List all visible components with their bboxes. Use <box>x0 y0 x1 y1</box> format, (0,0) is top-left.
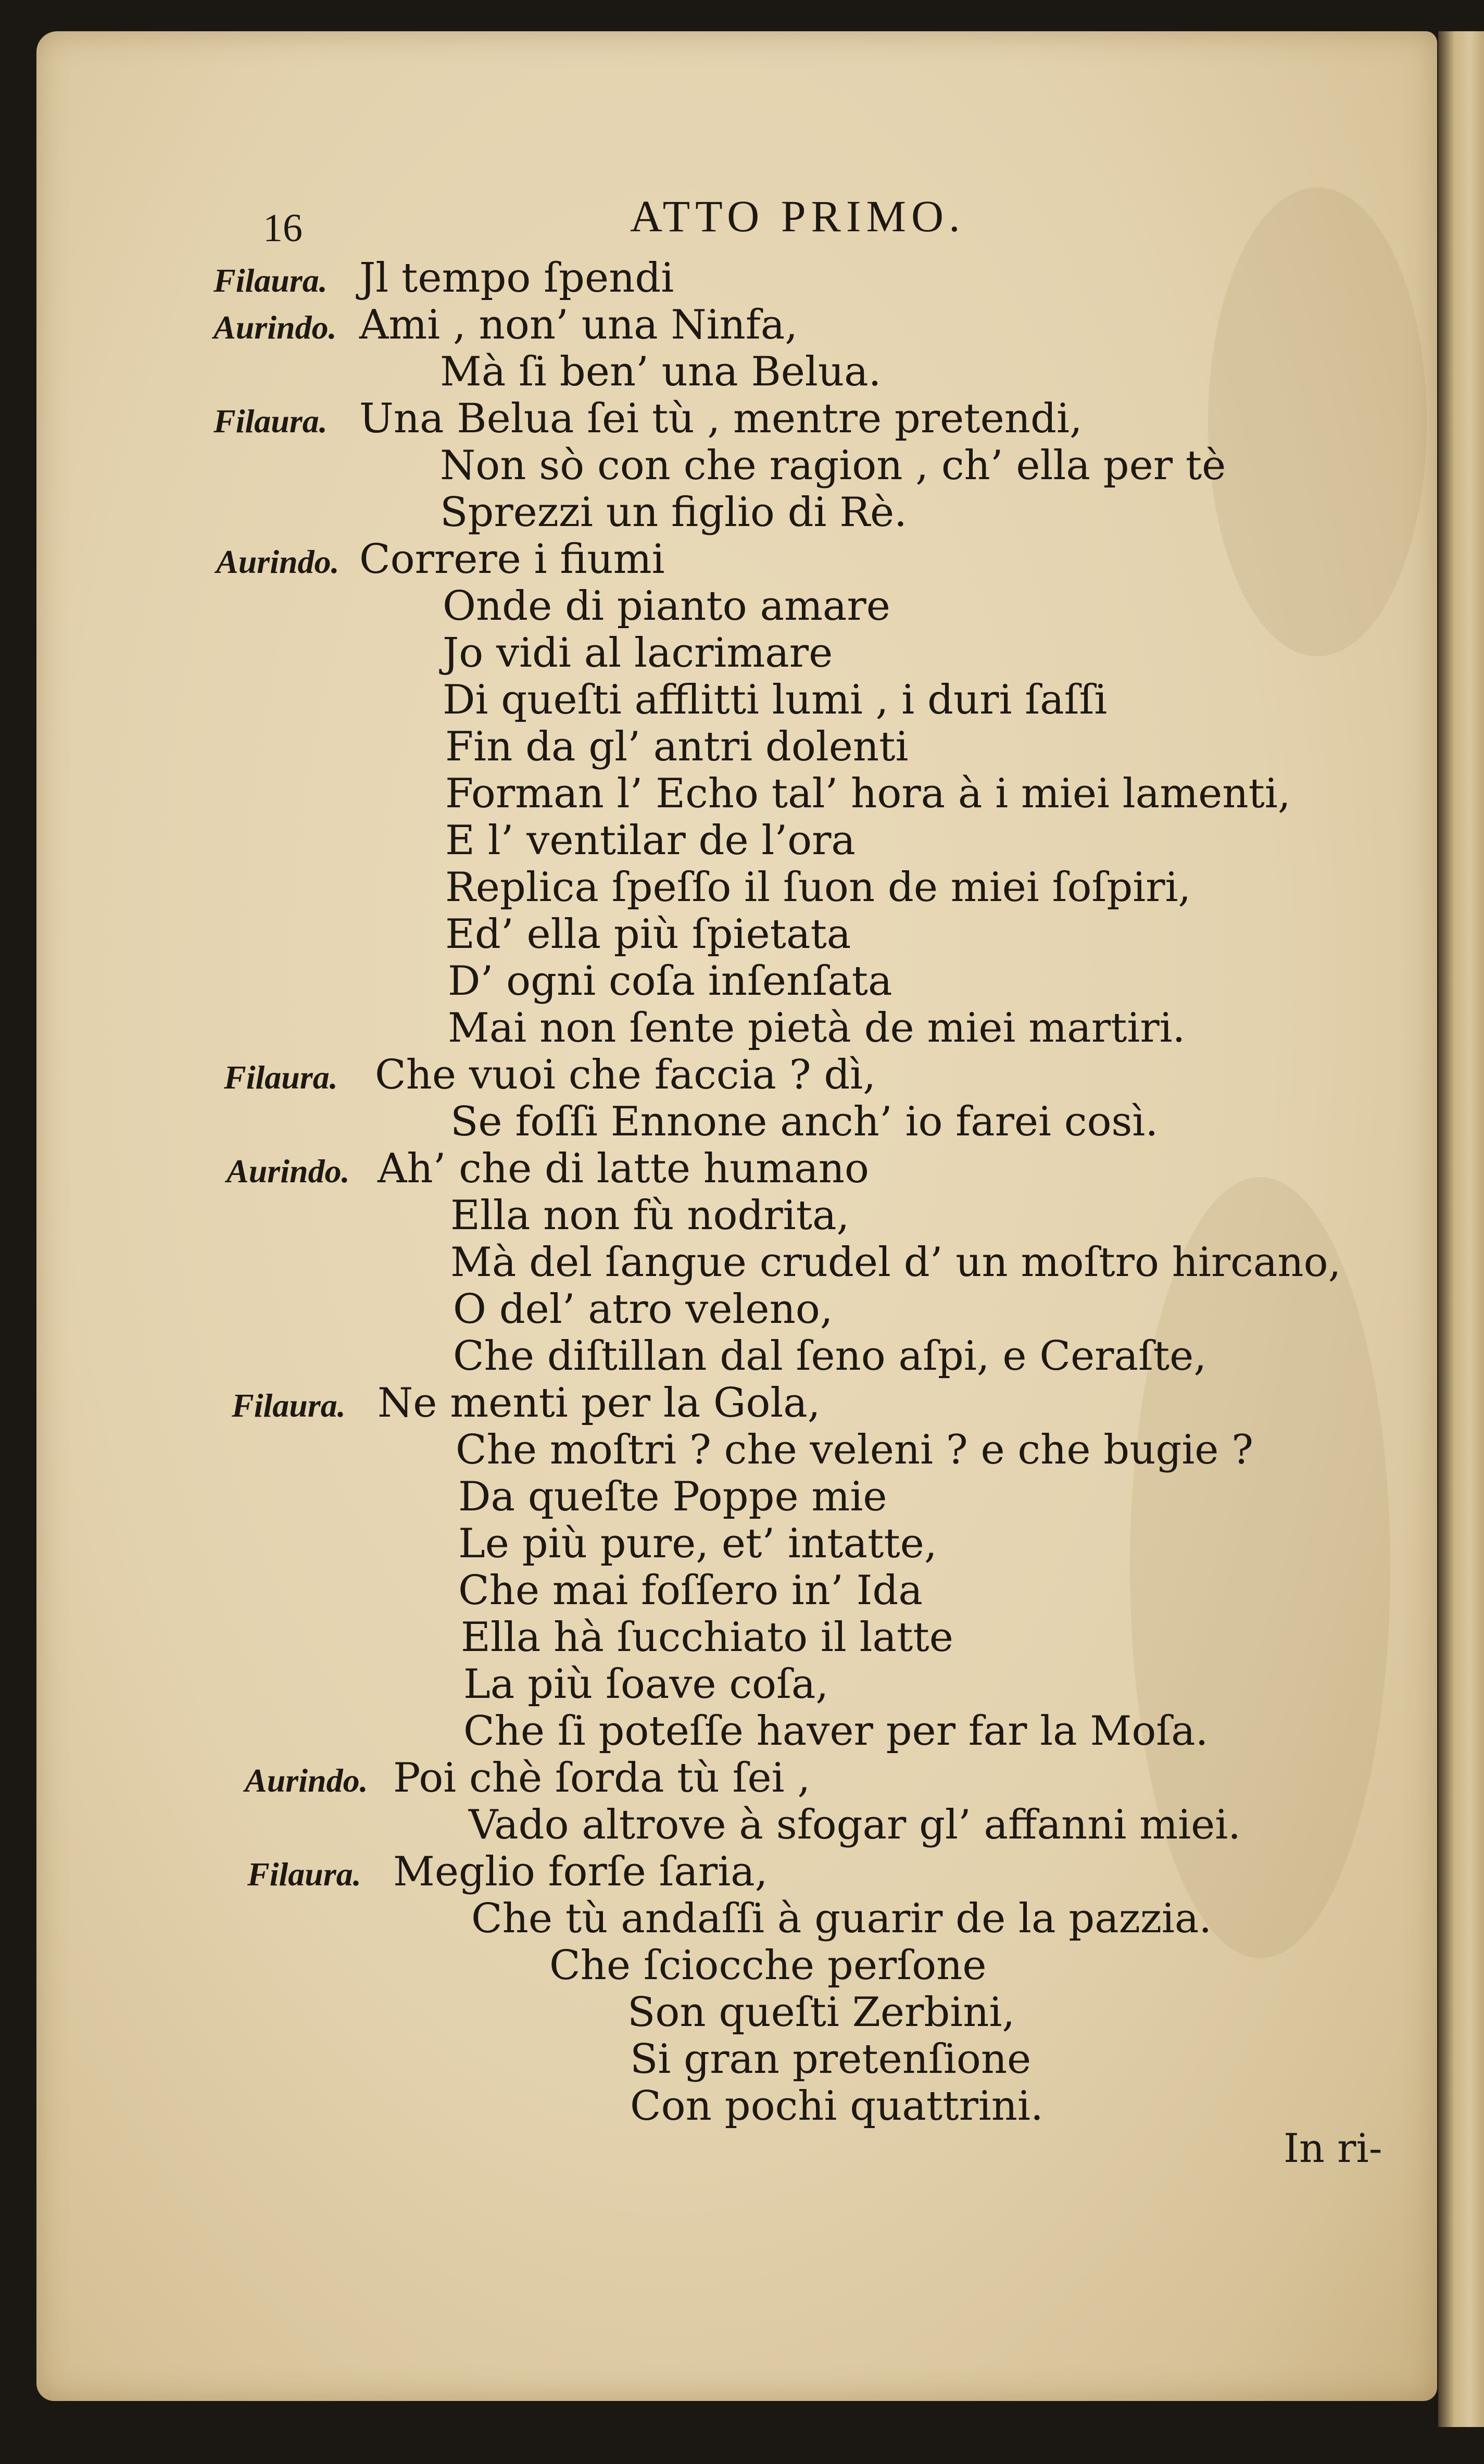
verse-line: Son queſti Zerbini, <box>627 1989 1015 2036</box>
verse-line: Jo vidi al lacrimare <box>443 630 833 677</box>
verse-line: Ne menti per la Gola, <box>378 1380 821 1427</box>
verse-line: Da queſte Poppe mie <box>458 1473 887 1520</box>
verse-line: O del’ atro veleno, <box>453 1286 833 1333</box>
verse-line: Vado altrove à sfogar gl’ affanni miei. <box>469 1802 1241 1848</box>
verse-line: Meglio forſe ſaria, <box>393 1848 768 1895</box>
verse-line: Jl tempo ſpendi <box>359 255 674 302</box>
facing-page-edge <box>1438 31 1484 2427</box>
verse-line: Forman l’ Echo tal’ hora à i miei lamenti, <box>445 770 1291 817</box>
verse-line: Mà del ſangue crudel d’ un moſtro hircano, <box>450 1239 1341 1286</box>
verse-line: Ah’ che di latte humano <box>378 1145 869 1192</box>
verse-line: Onde di pianto amare <box>443 583 890 630</box>
verse-line: Che mai foſſero in’ Ida <box>458 1567 923 1614</box>
verse-line: Mai non ſente pietà de miei martiri. <box>448 1005 1186 1052</box>
verse-line: Ed’ ella più ſpietata <box>445 911 851 958</box>
speaker-name: Filaura. <box>213 403 328 440</box>
verse-line: Che moſtri ? che veleni ? e che bugie ? <box>456 1427 1254 1473</box>
catchword: In ri- <box>1284 2125 1382 2171</box>
page-number: 16 <box>263 206 303 250</box>
bleed-through-stain <box>1208 187 1427 656</box>
verse-line: Con pochi quattrini. <box>630 2083 1043 2130</box>
speaker-name: Filaura. <box>247 1856 361 1893</box>
verse-line: La più ſoave coſa, <box>463 1661 829 1708</box>
speaker-name: Filaura. <box>224 1059 338 1096</box>
speaker-name: Filaura. <box>232 1387 346 1424</box>
verse-line: Che ſi poteſſe haver per far la Moſa. <box>463 1708 1209 1755</box>
speaker-name: Filaura. <box>213 262 328 299</box>
verse-line: Le più pure, et’ intatte, <box>458 1520 937 1567</box>
verse-line: Non sò con che ragion , ch’ ella per tè <box>440 442 1226 489</box>
verse-line: Che vuoi che faccia ? dì, <box>375 1052 876 1098</box>
verse-line: Che tù andaſſi à guarir de la pazzia. <box>471 1895 1212 1942</box>
verse-line: Ami , non’ una Ninfa, <box>359 302 798 348</box>
verse-line: Poi chè ſorda tù ſei , <box>393 1755 811 1802</box>
verse-line: Si gran pretenſione <box>630 2036 1032 2083</box>
verse-line: Una Belua ſei tù , mentre pretendi, <box>359 395 1083 442</box>
speaker-name: Aurindo. <box>245 1762 368 1799</box>
verse-line: Ella non fù nodrita, <box>450 1192 850 1239</box>
speaker-name: Aurindo. <box>216 543 339 580</box>
verse-line: Sprezzi un figlio di Rè. <box>440 489 907 536</box>
verse-line: E l’ ventilar de l’ora <box>445 817 856 864</box>
verse-line: Di queſti afflitti lumi , i duri ſaſſi <box>443 677 1108 723</box>
verse-line: Ella hà ſucchiato il latte <box>461 1614 953 1661</box>
verse-line: Mà ſi ben’ una Belua. <box>440 348 882 395</box>
verse-line: Correre i fiumi <box>359 536 665 583</box>
verse-line: Che ſciocche perſone <box>549 1942 987 1989</box>
running-title: ATTO PRIMO. <box>630 191 965 241</box>
verse-line: Che diſtillan dal ſeno aſpi, e Ceraſte, <box>453 1333 1207 1380</box>
verse-line: Replica ſpeſſo il ſuon de miei ſoſpiri, <box>445 864 1191 911</box>
speaker-name: Aurindo. <box>227 1153 350 1190</box>
verse-line: Se foſſi Ennone anch’ io farei così. <box>450 1098 1159 1145</box>
verse-line: D’ ogni coſa inſenſata <box>448 958 892 1005</box>
speaker-name: Aurindo. <box>213 309 337 346</box>
verse-line: Fin da gl’ antri dolenti <box>445 723 909 770</box>
